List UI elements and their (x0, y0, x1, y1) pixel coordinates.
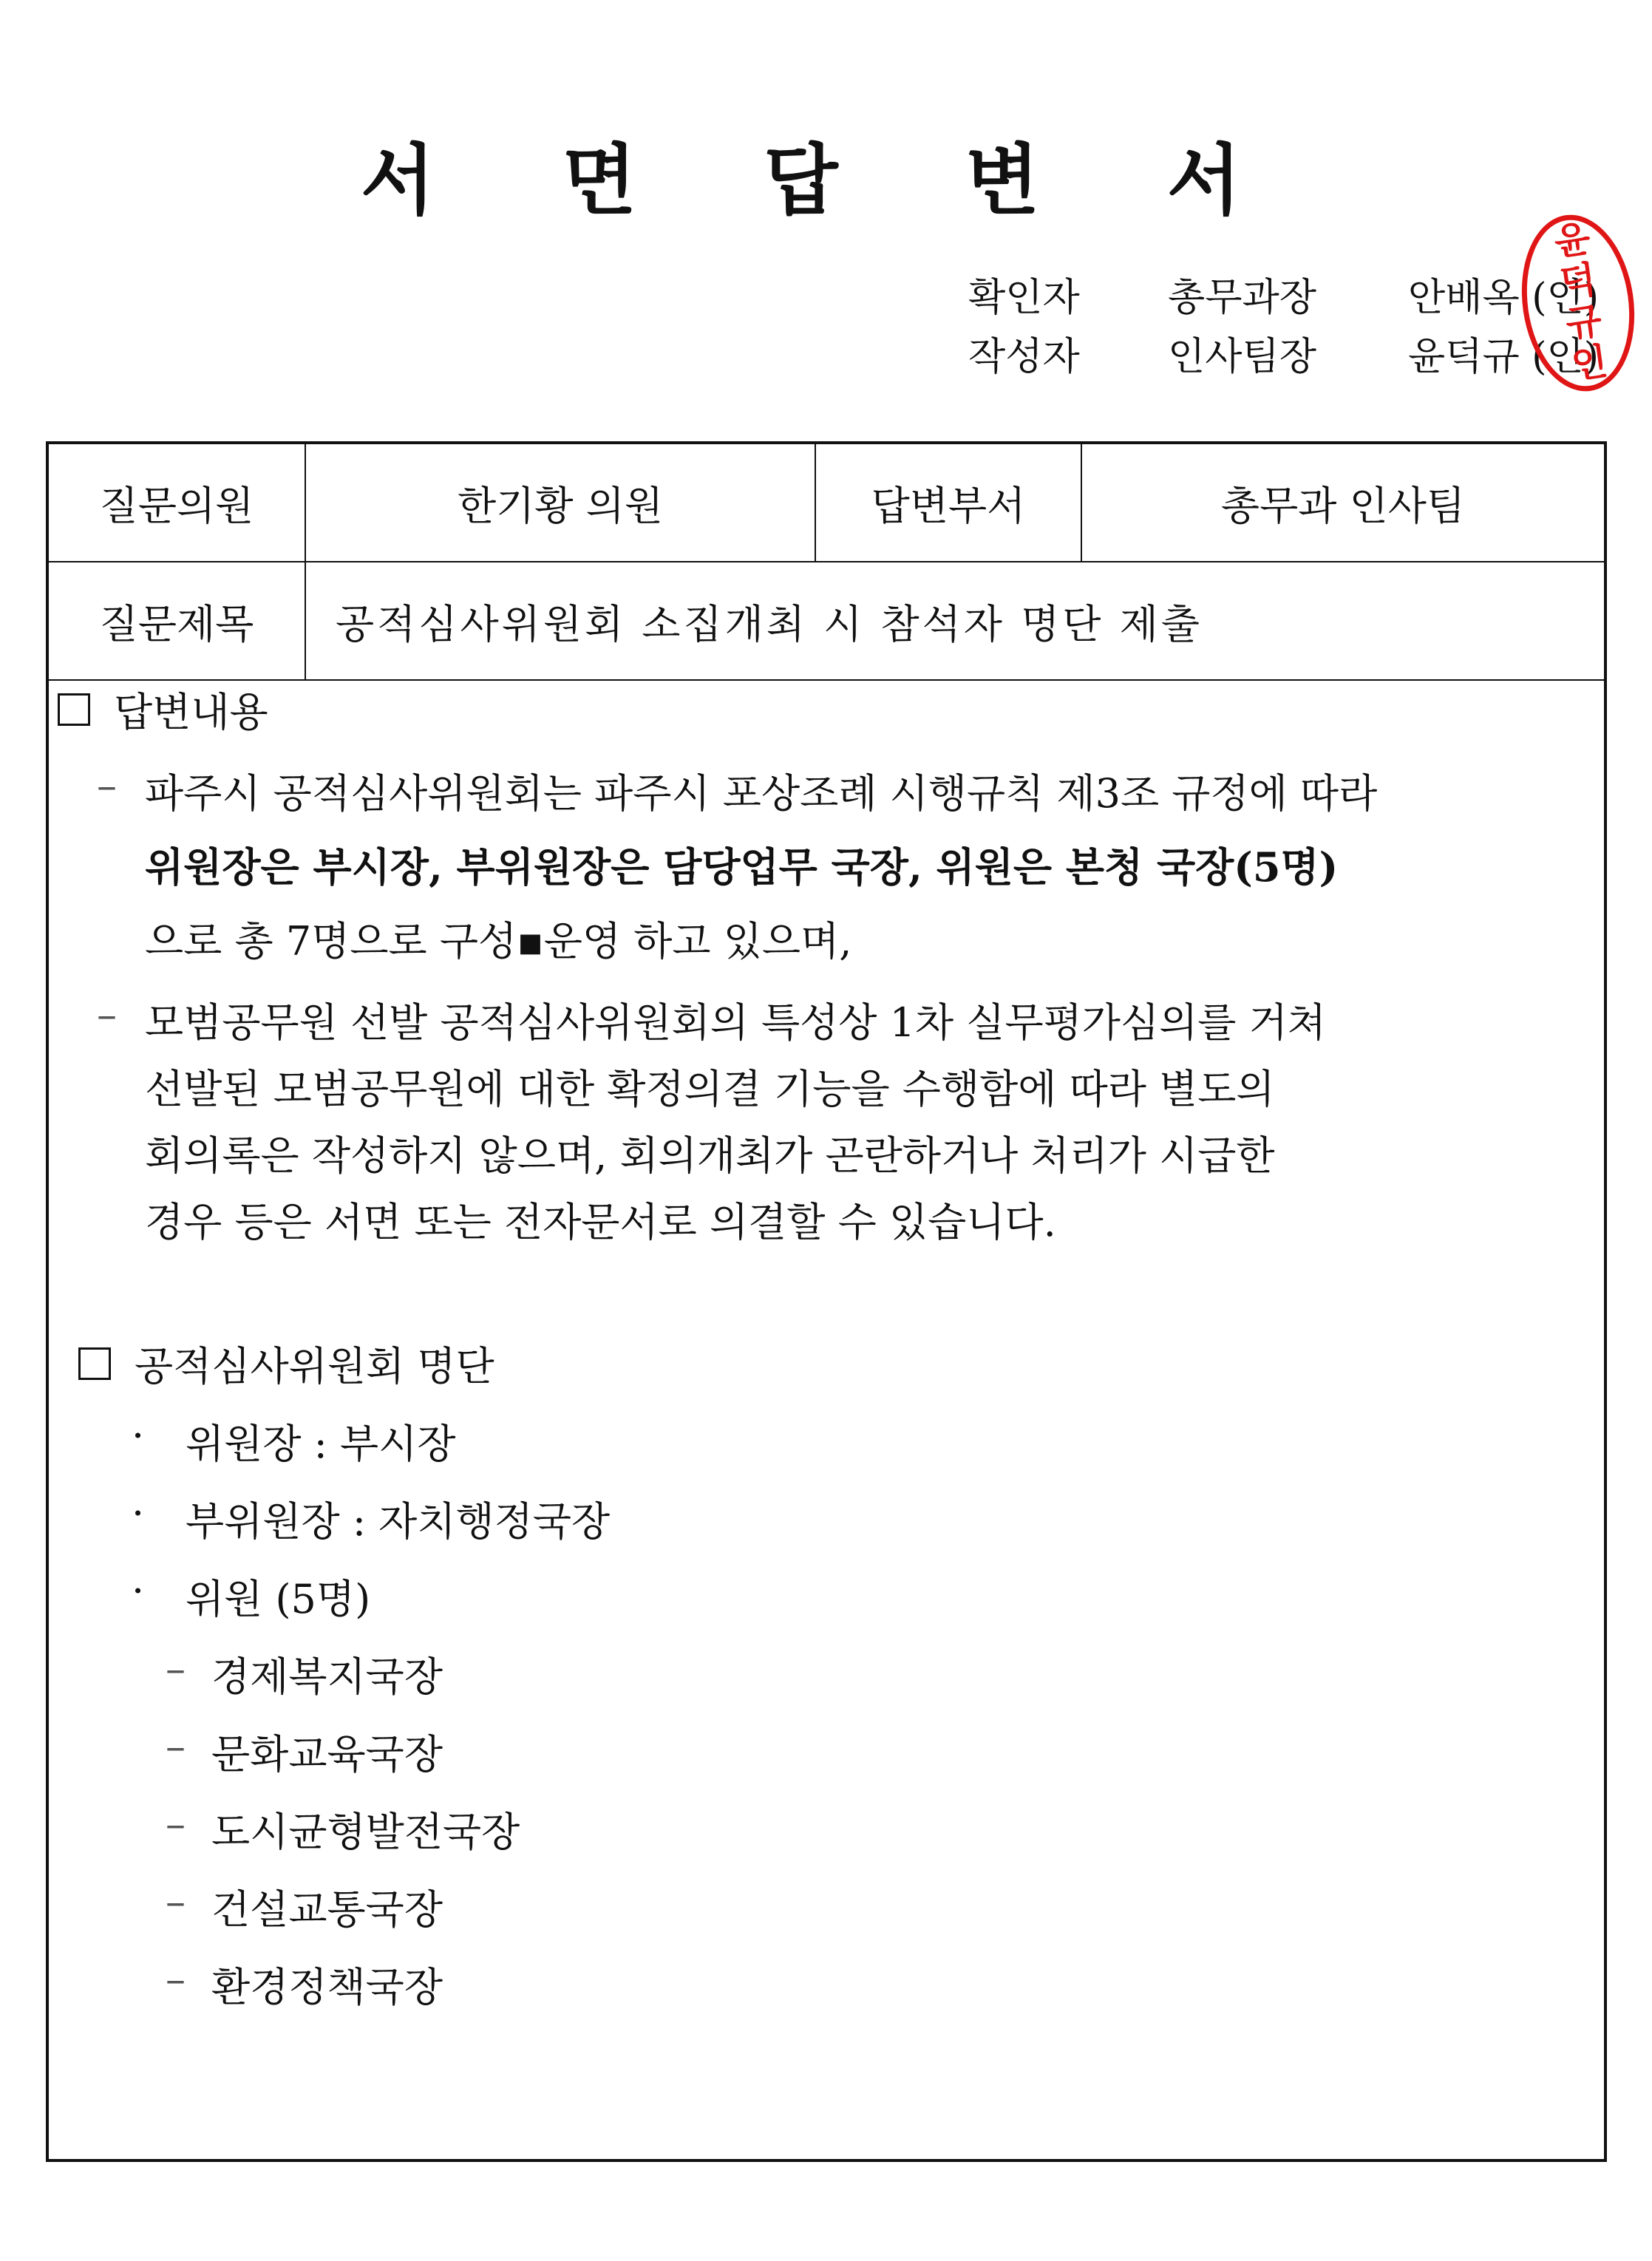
committee-heading (78, 1335, 494, 1392)
committee-member: 문화교육국장 (211, 1731, 443, 1778)
committee-members-heading: 위원 (5명) (186, 1576, 371, 1622)
subject-label: 질문제목 (49, 562, 305, 680)
answer-line: 회의록은 작성하지 않으며, 회의개최가 곤란하거나 처리가 시급한 (145, 1132, 1275, 1179)
subject-row (49, 562, 1604, 680)
dash-icon: – (97, 991, 117, 1038)
signer-position: 총무과장 (1168, 276, 1316, 320)
signer-role: 확인자 (968, 276, 1080, 320)
committee-member: 도시균형발전국장 (211, 1809, 520, 1855)
answer-line: 으로 총 7명으로 구성▪운영 하고 있으며, (145, 918, 852, 965)
seal-text: 윤덕규인 (1545, 217, 1612, 388)
committee-heading-text: 공적심사위원회 명단 (135, 1343, 494, 1390)
dash-icon: – (166, 1878, 186, 1925)
answer-line: 파주시 공적심사위원회는 파주시 포상조례 시행규칙 제3조 규정에 따라 (145, 770, 1378, 817)
answer-heading-text: 답변내용 (114, 689, 268, 735)
dash-icon: – (166, 1645, 186, 1692)
committee-member: 건설교통국장 (211, 1886, 443, 1933)
committee-member: 환경정책국장 (211, 1964, 443, 2010)
bullet-icon: · (132, 1412, 145, 1459)
document-title: 서 면 답 변 서 (360, 135, 1292, 225)
signer-name: 윤덕규 (인) (1408, 335, 1600, 379)
department-label: 답변부서 (815, 444, 1081, 562)
signer-block (968, 266, 1611, 384)
questioner-value: 한기황 의원 (305, 444, 815, 562)
answer-line: 경우 등은 서면 또는 전자문서로 의결할 수 있습니다. (145, 1199, 1056, 1245)
bullet-icon: · (132, 1568, 145, 1614)
committee-vice-chair: 부위원장 : 자치행정국장 (186, 1498, 611, 1545)
answer-line: 모범공무원 선발 공적심사위원회의 특성상 1차 실무평가심의를 거쳐 (145, 999, 1326, 1046)
dash-icon: – (97, 762, 117, 809)
dash-icon: – (166, 1801, 186, 1847)
department-value: 총무과 인사팀 (1081, 444, 1604, 562)
subject-value: 공적심사위원회 소집개최 시 참석자 명단 제출 (305, 562, 1604, 680)
answer-heading (58, 681, 268, 738)
signer-row-confirmer (968, 266, 1611, 325)
info-table (49, 444, 1604, 681)
answer-line: 선발된 모범공무원에 대한 확정의결 기능을 수행함에 따라 별도의 (145, 1066, 1275, 1112)
signer-row-author (968, 325, 1611, 384)
dash-icon: – (166, 1956, 186, 2002)
questioner-row (49, 444, 1604, 562)
questioner-label: 질문의원 (49, 444, 305, 562)
bullet-icon: · (132, 1490, 145, 1537)
committee-chair: 위원장 : 부시장 (186, 1421, 456, 1467)
checkbox-square-icon (78, 1347, 111, 1380)
signer-role: 작성자 (968, 335, 1080, 379)
signer-position: 인사팀장 (1168, 335, 1316, 379)
committee-member: 경제복지국장 (211, 1653, 443, 1700)
document-frame (46, 441, 1607, 2162)
answer-line-emphasis: 위원장은 부시장, 부위원장은 담당업무 국장, 위원은 본청 국장(5명) (145, 843, 1339, 891)
signer-name: 안배옥 (인) (1408, 276, 1600, 320)
checkbox-square-icon (58, 693, 90, 726)
dash-icon: – (166, 1723, 186, 1769)
